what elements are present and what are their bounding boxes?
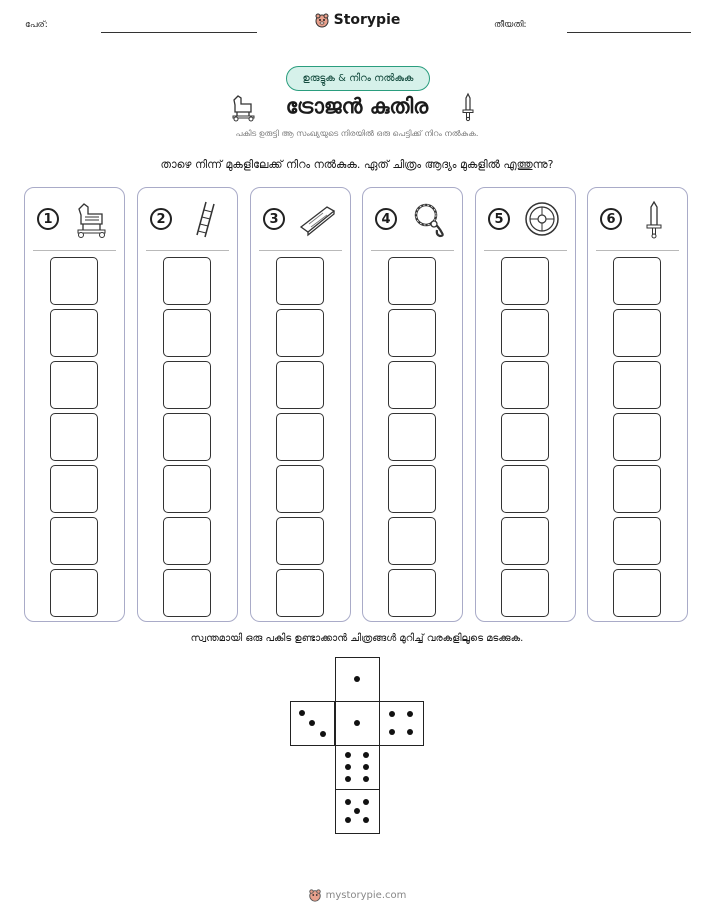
- column-number: 2: [150, 208, 172, 230]
- color-box[interactable]: [613, 465, 661, 513]
- color-box[interactable]: [163, 309, 211, 357]
- dice-pip: [363, 764, 369, 770]
- dice-pip: [407, 711, 413, 717]
- color-box[interactable]: [163, 517, 211, 565]
- wooden-plank-icon: [297, 199, 337, 239]
- color-box[interactable]: [388, 569, 436, 617]
- color-box[interactable]: [501, 465, 549, 513]
- color-box[interactable]: [613, 517, 661, 565]
- color-box[interactable]: [50, 413, 98, 461]
- column-header: [146, 188, 229, 251]
- color-box[interactable]: [163, 257, 211, 305]
- color-box[interactable]: [276, 517, 324, 565]
- dice-pip: [354, 808, 360, 814]
- ladder-icon: [184, 199, 224, 239]
- color-box[interactable]: [388, 361, 436, 409]
- name-label: പേര്:: [25, 20, 48, 30]
- column-header: [33, 188, 116, 251]
- roll-column-1: [24, 187, 125, 622]
- dice-face-4: [379, 701, 424, 746]
- color-box[interactable]: [276, 309, 324, 357]
- page-title: ട്രോജൻ കുതിര: [285, 94, 429, 118]
- brand-logo: [0, 12, 714, 28]
- color-box[interactable]: [501, 517, 549, 565]
- color-box[interactable]: [163, 569, 211, 617]
- column-header: [484, 188, 567, 251]
- color-box[interactable]: [50, 465, 98, 513]
- color-box[interactable]: [388, 413, 436, 461]
- color-box[interactable]: [501, 569, 549, 617]
- color-box[interactable]: [388, 257, 436, 305]
- dice-pip: [389, 711, 395, 717]
- name-line: [101, 32, 257, 33]
- color-box[interactable]: [501, 413, 549, 461]
- dice-pip: [345, 764, 351, 770]
- color-box[interactable]: [501, 361, 549, 409]
- dice-pip: [389, 729, 395, 735]
- dice-face-3: [290, 701, 335, 746]
- color-box[interactable]: [613, 257, 661, 305]
- dice-pip: [345, 799, 351, 805]
- color-box[interactable]: [50, 257, 98, 305]
- dice-face-1: [335, 701, 380, 746]
- dice-face-1: [335, 657, 380, 702]
- dice-pip: [345, 817, 351, 823]
- dice-pip: [345, 776, 351, 782]
- brand-name: Storypie: [333, 12, 401, 28]
- color-box[interactable]: [163, 465, 211, 513]
- color-box[interactable]: [613, 413, 661, 461]
- dice-pip: [363, 776, 369, 782]
- dice-pip: [354, 676, 360, 682]
- dice-pip: [309, 720, 315, 726]
- color-box[interactable]: [50, 361, 98, 409]
- sword-icon: [634, 199, 674, 239]
- column-header: [371, 188, 454, 251]
- color-box[interactable]: [163, 361, 211, 409]
- sword-title-icon: [460, 92, 476, 122]
- color-box[interactable]: [613, 309, 661, 357]
- dice-pip: [363, 799, 369, 805]
- color-box[interactable]: [613, 569, 661, 617]
- dice-pip: [345, 752, 351, 758]
- dice-pip: [407, 729, 413, 735]
- color-box[interactable]: [388, 517, 436, 565]
- roll-column-6: [587, 187, 688, 622]
- color-box[interactable]: [50, 517, 98, 565]
- color-box[interactable]: [276, 257, 324, 305]
- column-number: 6: [600, 208, 622, 230]
- dice-face-6: [335, 745, 380, 790]
- page-subtitle: പകിട ഉരുട്ടി ആ സംഖ്യയുടെ നിരയിൽ ഒരു പെട്ടിക്ക് നിറം നൽകുക.: [235, 129, 479, 138]
- dice-face-5: [335, 789, 380, 834]
- dice-pip: [354, 720, 360, 726]
- color-box[interactable]: [388, 465, 436, 513]
- column-number: 5: [488, 208, 510, 230]
- color-box[interactable]: [163, 413, 211, 461]
- footer-url: mystorypie.com: [325, 889, 407, 901]
- color-box[interactable]: [501, 257, 549, 305]
- column-header: [259, 188, 342, 251]
- footer: [0, 888, 714, 902]
- color-box[interactable]: [50, 309, 98, 357]
- roll-column-4: [362, 187, 463, 622]
- column-number: 1: [37, 208, 59, 230]
- activity-tag: ഉരുട്ടുക & നിറം നൽകുക: [286, 66, 430, 91]
- color-box[interactable]: [501, 309, 549, 357]
- coloring-instruction: താഴെ നിന്ന് മുകളിലേക്ക് നിറം നൽകുക. ഏത് ചിത്രം ആദ്യം മുകളിൽ എത്തുന്നു?: [160, 158, 554, 171]
- roll-column-3: [250, 187, 351, 622]
- color-box[interactable]: [388, 309, 436, 357]
- color-box[interactable]: [50, 569, 98, 617]
- dice-pip: [363, 817, 369, 823]
- dice-pip: [363, 752, 369, 758]
- roll-column-5: [475, 187, 576, 622]
- color-box[interactable]: [276, 465, 324, 513]
- rope-icon: [409, 199, 449, 239]
- color-box[interactable]: [613, 361, 661, 409]
- dice-pip: [299, 710, 305, 716]
- trojan-horse-title-icon: [228, 92, 258, 122]
- storypie-mascot-icon: [314, 12, 330, 28]
- column-number: 3: [263, 208, 285, 230]
- column-header: [596, 188, 679, 251]
- storypie-mascot-icon: [308, 888, 322, 902]
- dice-pip: [320, 731, 326, 737]
- date-label: തീയതി:: [494, 20, 527, 30]
- dice-instruction: സ്വന്തമായി ഒരു പകിട ഉണ്ടാക്കാൻ ചിത്രങ്ങൾ മുറിച്ച് വരകളിലൂടെ മടക്കുക.: [190, 633, 524, 644]
- color-box[interactable]: [276, 413, 324, 461]
- date-line: [567, 32, 691, 33]
- trojan-horse-icon: [71, 199, 111, 239]
- color-box[interactable]: [276, 569, 324, 617]
- roll-column-2: [137, 187, 238, 622]
- shield-icon: [522, 199, 562, 239]
- color-box[interactable]: [276, 361, 324, 409]
- column-number: 4: [375, 208, 397, 230]
